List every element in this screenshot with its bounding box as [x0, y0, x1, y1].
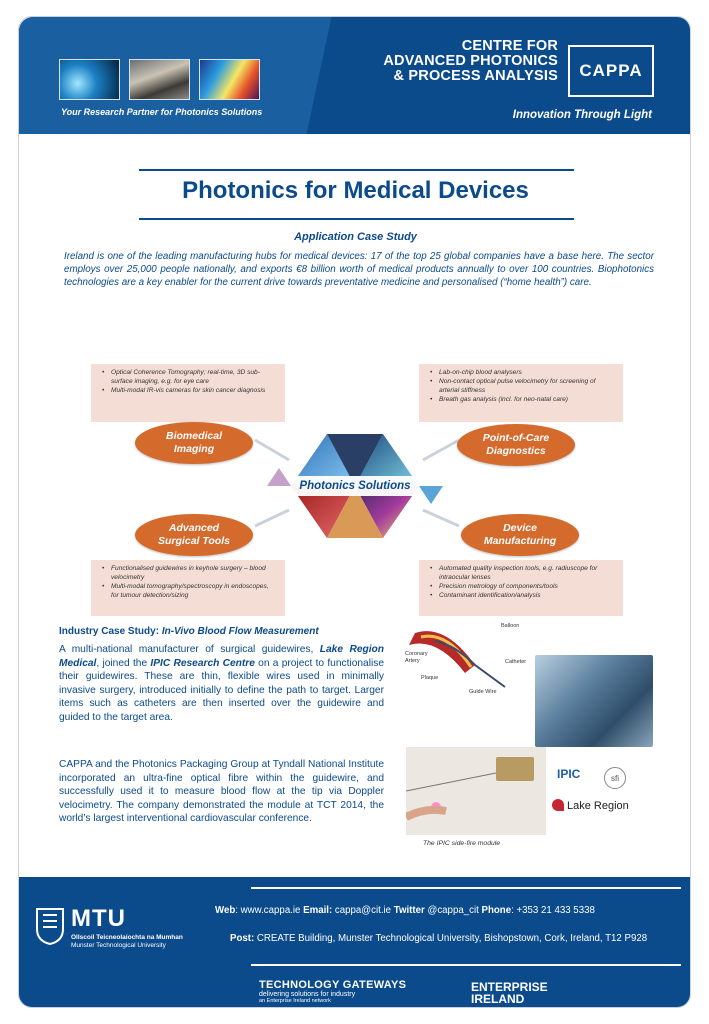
intro-paragraph: Ireland is one of the leading manufacturing hubs for medical devices: 17 of the top 25 global companies have a base here. The sector employs over 25,000 people nationally, and exports €8 billion worth of medical products annually to over 100 countries. Biophotonics technologies are a key enabler for the current drive towards preventative medicine and personalised (“home health”) care.	[64, 251, 654, 288]
centre-title-line2: ADVANCED PHOTONICS	[383, 53, 558, 69]
ei-line1: ENTERPRISE	[471, 980, 548, 994]
oval-label-line: Surgical Tools	[158, 535, 230, 547]
post-label: Post:	[230, 933, 255, 944]
twitter-link[interactable]: @cappa_cit	[424, 905, 482, 916]
manufacturing-bullets	[419, 560, 623, 616]
advanced-surgical-oval	[135, 514, 253, 556]
hub-tile	[419, 486, 443, 504]
header-thumbnails	[59, 59, 260, 100]
module-caption: The IPIC side-fire module	[423, 840, 501, 847]
sfi-logo: sfi	[604, 767, 626, 789]
industry-paragraph-2: CAPPA and the Photonics Packaging Group at Tyndall National Institute incorporated an ultra-fine optical fibre within the guidewire, and successfully used it to measure blood flow at the tip via Doppler velocimetry. The company demonstrated the module at TCT 2014, the world’s largest interventional cardiovascular conference.	[59, 759, 384, 824]
title-rule-top	[139, 169, 574, 171]
biomedical-imaging-oval	[135, 422, 253, 464]
oval-label-line: Point-of-Care	[482, 432, 550, 444]
contact-line	[215, 905, 595, 916]
label-coronary: Coronary	[405, 651, 428, 657]
web-link[interactable]: : www.cappa.ie	[235, 905, 301, 916]
module-box	[496, 757, 534, 781]
email-label: Email:	[303, 905, 333, 916]
phone-label: Phone	[481, 905, 512, 916]
mtu-name: MTU	[71, 905, 126, 932]
bullet-item: • Multi-modal IR-vis cameras for skin cancer diagnosis	[111, 386, 277, 395]
oval-label-line: Biomedical	[165, 430, 223, 442]
slogan: Innovation Through Light	[512, 109, 652, 121]
text-run: on a project to functionalise their guidewires. These are thin, flexible wires used in minimally invasive surgery, introduced initially to define the path to target. Larger items such as catheters are then inserted over the guidewire and guided to the target area.	[59, 657, 384, 723]
industry-paragraph-1	[59, 643, 384, 724]
ipic-research-centre-text: IPIC Research Centre	[150, 657, 255, 669]
catheter-diagram	[405, 615, 545, 699]
bullet-item: • Multi-modal tomography/spectroscopy in endoscopes, for tumour detection/sizing	[111, 582, 277, 600]
header-banner	[19, 17, 691, 134]
twitter-label: Twitter	[393, 905, 425, 916]
enterprise-ireland-logo	[471, 981, 548, 1005]
ei-line2: IRELAND	[471, 992, 525, 1006]
text-run: A multi-national manufacturer of surgical guidewires,	[59, 644, 320, 655]
email-link[interactable]: cappa@cit.ie	[332, 905, 394, 916]
mtu-shield-icon	[35, 907, 65, 945]
spectrum-light-photo	[199, 59, 260, 100]
tg-subtitle: delivering solutions for industry	[259, 991, 356, 998]
oval-label-line: Advanced	[168, 522, 220, 534]
side-fire-module-photo	[406, 747, 546, 835]
lake-region-mark-icon	[552, 799, 564, 811]
lake-region-logo	[552, 799, 629, 812]
poc-bullets	[419, 364, 623, 422]
post-line	[230, 933, 647, 944]
bullet-item: • Non-contact optical pulse velocimetry for screening of arterial stiffness	[439, 377, 615, 395]
surgery-photo	[535, 655, 653, 747]
industry-heading-italic: In-Vivo Blood Flow Measurement	[161, 626, 319, 637]
oval-label-line: Imaging	[173, 443, 215, 455]
footer	[19, 877, 691, 1008]
poster	[18, 16, 691, 1008]
text-run: , joined the	[96, 657, 151, 669]
centre-title-line3: & PROCESS ANALYSIS	[393, 68, 558, 84]
oval-label-line: Device	[503, 522, 537, 534]
lab-equipment-photo	[129, 59, 190, 100]
photonics-diagram	[19, 342, 691, 602]
industry-heading	[59, 626, 319, 637]
bullet-item: • Automated quality inspection tools, e.g. radiuscope for intraocular lenses	[439, 564, 615, 582]
title-rule-bottom	[139, 218, 574, 220]
header-tagline: Your Research Partner for Photonics Solutions	[61, 107, 263, 117]
biomedical-bullets	[91, 364, 285, 422]
fiber-optics-photo	[59, 59, 120, 100]
bullet-item: • Contaminant identification/analysis	[439, 591, 615, 600]
label-artery: Artery	[405, 658, 420, 664]
page-title: Photonics for Medical Devices	[182, 177, 529, 204]
point-of-care-oval	[457, 424, 575, 466]
label-guide-wire: Guide Wire	[469, 689, 497, 695]
mtu-english-name: Munster Technological University	[71, 942, 166, 949]
bullet-item: • Lab-on-chip blood analysers	[439, 368, 615, 377]
cappa-logo: CAPPA	[568, 45, 654, 97]
lake-region-logo-text: Lake Region	[567, 800, 629, 812]
device-manufacturing-oval	[461, 514, 579, 556]
tg-title: TECHNOLOGY GATEWAYS	[259, 979, 407, 991]
footer-rule-bottom	[251, 964, 681, 966]
ipic-logo: IPIC	[557, 767, 581, 781]
post-address: CREATE Building, Munster Technological University, Bishopstown, Cork, Ireland, T12 P928	[254, 933, 648, 944]
hub-label: Photonics Solutions	[291, 476, 419, 496]
label-catheter: Catheter	[505, 659, 527, 665]
centre-title	[383, 39, 558, 84]
bullet-item: • Precision metrology of components/tools	[439, 582, 615, 591]
bullet-item: • Breath gas analysis (incl. for neo-natal care)	[439, 395, 615, 404]
hub-tile	[267, 468, 291, 486]
web-label: Web	[215, 905, 236, 916]
lake-region-medical-text: Lake Region Medical	[59, 644, 385, 669]
tg-network: an Enterprise Ireland network	[259, 998, 331, 1004]
surgical-bullets	[91, 560, 285, 616]
technology-gateways-logo	[259, 979, 406, 1004]
bullet-item: • Functionalised guidewires in keyhole surgery – blood velocimetry	[111, 564, 277, 582]
application-heading: Application Case Study	[294, 231, 417, 243]
mtu-irish-name: Ollscoil Teicneolaíochta na Mumhan	[71, 934, 183, 941]
industry-heading-prefix: Industry Case Study:	[59, 626, 162, 637]
phone-value: : +353 21 433 5338	[511, 905, 595, 916]
footer-rule-top	[251, 887, 681, 889]
oval-label-line: Manufacturing	[483, 535, 557, 547]
bullet-item: • Optical Coherence Tomography; real-time, 3D sub-surface imaging, e.g. for eye care	[111, 368, 277, 386]
oval-label-line: Diagnostics	[486, 445, 546, 457]
centre-title-line1: CENTRE FOR	[461, 38, 558, 54]
label-plaque: Plaque	[421, 675, 439, 681]
label-balloon: Balloon	[501, 623, 520, 629]
